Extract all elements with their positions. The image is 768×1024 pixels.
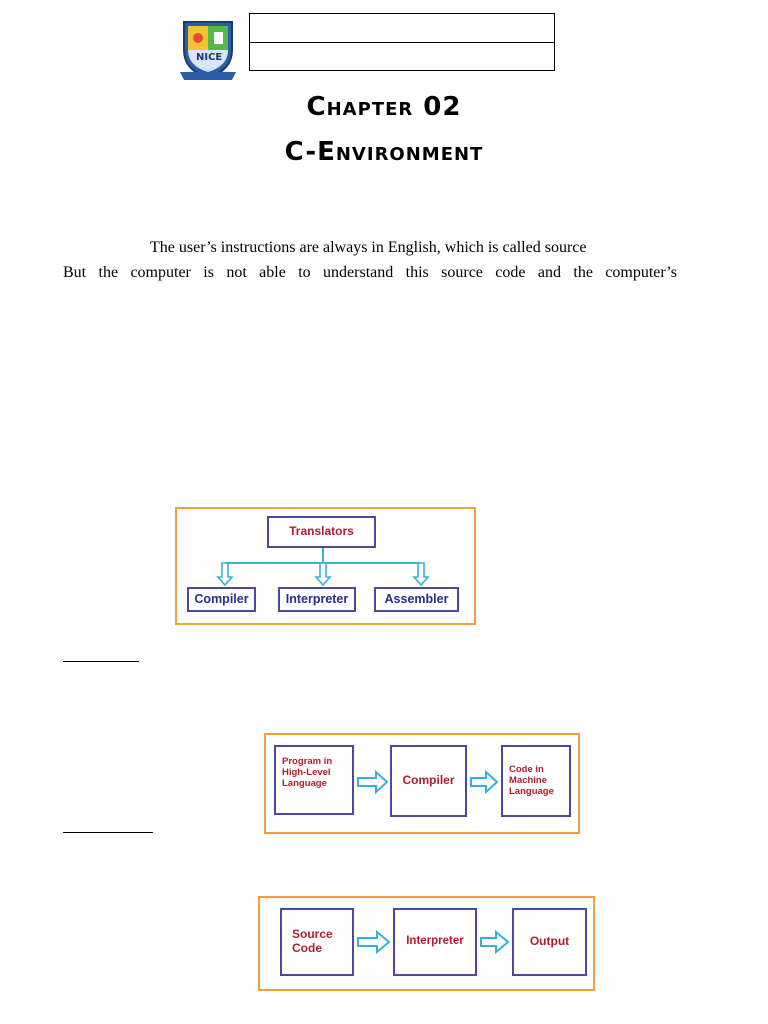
right-arrow-icon	[471, 772, 497, 792]
box-line: Language	[282, 777, 327, 789]
right-arrow-icon	[358, 932, 389, 952]
output-box: Output	[512, 908, 587, 976]
translators-box: Translators	[267, 516, 376, 548]
header-field-box-1	[249, 13, 555, 43]
logo-text: NICE	[196, 52, 223, 63]
compiler-process-box: Compiler	[390, 745, 467, 817]
interpreter-flow-diagram	[258, 896, 595, 991]
body-paragraph-line-2: But the computer is not able to understand this source code and the computer’s	[63, 264, 677, 281]
box-line: Source	[292, 927, 333, 942]
box-line: Code in	[509, 764, 544, 775]
chapter-subtitle: C-Environment	[284, 137, 484, 167]
interpreter-box: Interpreter	[278, 587, 356, 612]
compiler-flow-diagram	[264, 733, 580, 834]
interpreter-process-box: Interpreter	[393, 908, 477, 976]
right-arrow-icon	[358, 772, 387, 792]
heading-underline-2	[63, 832, 153, 833]
box-line: Program in	[282, 756, 333, 767]
chapter-title: Chapter 02	[306, 92, 462, 122]
compiler-box: Compiler	[187, 587, 256, 612]
body-paragraph-line-1: The user’s instructions are always in English, which is called source	[150, 239, 587, 256]
box-line: Code	[292, 941, 322, 955]
box-line: High-Level	[282, 766, 331, 778]
assembler-box: Assembler	[374, 587, 459, 612]
box-line: Machine	[509, 774, 548, 786]
heading-underline-1	[63, 661, 139, 662]
header-field-box-2	[249, 42, 555, 71]
school-crest-logo-icon	[178, 14, 238, 84]
right-arrow-icon	[481, 932, 508, 952]
down-arrow-icon	[316, 563, 330, 585]
box-line: Language	[509, 785, 554, 797]
down-arrow-icon	[218, 563, 232, 585]
down-arrow-icon	[414, 563, 428, 585]
translators-diagram	[175, 507, 476, 625]
